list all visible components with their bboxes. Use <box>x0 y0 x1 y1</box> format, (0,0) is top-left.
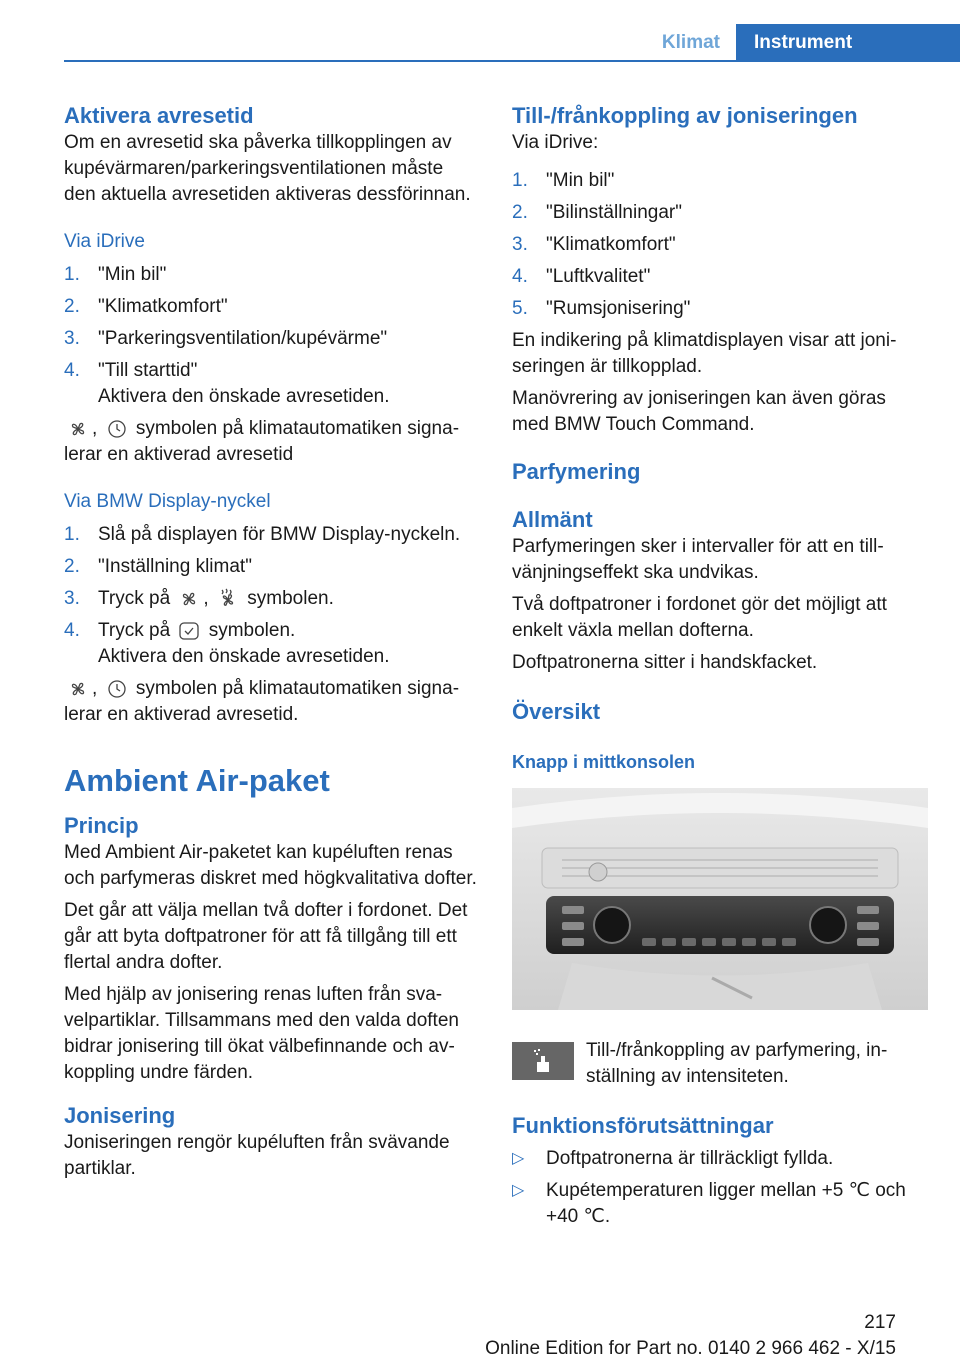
clock-icon <box>106 678 128 700</box>
edition-line: Online Edition for Part no. 0140 2 966 462 - X/15 <box>485 1338 896 1359</box>
heading-jonisering: Jonisering <box>64 1103 176 1128</box>
list-item: 4. Tryck på symbolen. Aktivera den önskade avresetiden. <box>64 620 390 667</box>
figure-caption <box>512 1038 928 1090</box>
list-item: 1. "Min bil" <box>64 264 167 285</box>
left-column <box>64 102 480 1182</box>
page-number: 217 <box>864 1312 896 1333</box>
header-rule <box>64 60 960 62</box>
clock-icon <box>106 418 128 440</box>
princip-paragraph-3: Med hjälp av jonisering renas luften från svavelpartiklar. Tillsammans med den valda doften bidrar jonisering till ökat välbefinnande och avkoppling undre färden. <box>64 984 459 1083</box>
princip-paragraph-2: Det går att välja mellan två dofter i fordonet. Det går att byta doftpatroner för att få tillgång till ett flertal andra dofter. <box>64 900 468 973</box>
center-console-photo <box>512 788 928 1010</box>
list-item: 4. "Till starttid" Aktivera den önskade avresetiden. <box>64 360 390 407</box>
heading-oversikt: Översikt <box>512 699 601 724</box>
list-item: 2. "Bilinställningar" <box>512 202 682 223</box>
heading-via-bmw-key: Via BMW Display-nyckel <box>64 491 271 512</box>
list-item: 3. Tryck på , symbolen. <box>64 588 334 609</box>
heading-knapp-mittkonsolen: Knapp i mittkonsolen <box>512 752 696 772</box>
heading-parfymering: Parfymering <box>512 459 641 484</box>
list-item: 2. "Klimatkomfort" <box>64 296 228 317</box>
symbol-note-2: , symbolen på klimatautomatiken signalerar en aktiverad avresetid. <box>64 678 460 725</box>
list-item: 1. Slå på displayen för BMW Display-nyckeln. <box>64 524 461 545</box>
list-item: ▷ Doftpatronerna är tillräckligt fyllda. <box>512 1148 834 1169</box>
jonisering-paragraph: Joniseringen rengör kupéluften från svävande partiklar. <box>64 1132 450 1179</box>
allmant-paragraph-1: Parfymeringen sker i intervaller för att en tillvänjningseffekt ska undvikas. <box>512 536 884 583</box>
heat-fan-icon <box>217 588 239 610</box>
page-footer <box>0 1310 960 1362</box>
allmant-paragraph-3: Doftpatronerna sitter i handskfacket. <box>512 652 818 673</box>
list-item: 3. "Parkeringsventilation/kupévärme" <box>64 328 388 349</box>
princip-paragraph-1: Med Ambient Air-paketet kan kupéluften renas och parfymeras diskret med högkvalitativa dofter. <box>64 842 477 889</box>
list-item: 5. "Rumsjonisering" <box>512 298 691 319</box>
chapter-title-ambient-air: Ambient Air-paket <box>64 763 330 798</box>
via-key-note: Aktivera den önskade avresetiden. <box>98 646 390 667</box>
jonisering-steps <box>512 168 928 322</box>
via-idrive-note: Aktivera den önskade avresetiden. <box>98 386 390 407</box>
heading-allmant: Allmänt <box>512 507 593 532</box>
list-item: 3. "Klimatkomfort" <box>512 234 676 255</box>
jonisering-touch-command: Manövrering av joniseringen kan även göras med BMW Touch Command. <box>512 388 886 435</box>
heading-princip: Princip <box>64 813 139 838</box>
via-idrive-steps <box>64 262 480 410</box>
right-column <box>512 102 928 1236</box>
aktivera-intro: Om en avresetid ska påverka tillkopplingen av kupévärmaren/parkeringsventilationen måste den aktuella avresetiden aktiveras dessförinnan. <box>64 132 471 205</box>
page-header <box>0 0 960 62</box>
key-button-icon <box>178 620 200 642</box>
heading-aktivera-avresetid: Aktivera avresetid <box>64 103 254 128</box>
fan-icon <box>67 418 89 440</box>
section-tab-klimat[interactable]: Klimat <box>661 32 720 53</box>
list-item: 2. "Inställning klimat" <box>64 556 252 577</box>
symbol-note-1: , symbolen på klimatautomatiken signalerar en aktiverad avresetid <box>64 418 460 465</box>
caption-text: Till-/frånkoppling av parfymering, inställning av intensiteten. <box>586 1040 888 1087</box>
allmant-paragraph-2: Två doftpatroner i fordonet gör det möjligt att enkelt växla mellan dofterna. <box>512 594 887 641</box>
heading-funktionsforutsattningar: Funktionsförutsättningar <box>512 1113 774 1138</box>
fan-icon <box>67 678 89 700</box>
jonisering-indication: En indikering på klimatdisplayen visar att joniseringen är tillkopplad. <box>512 330 897 377</box>
conditions-list <box>512 1146 928 1230</box>
perfume-button-icon <box>512 1042 574 1080</box>
heading-till-fran-jonisering: Till-/frånkoppling av joniseringen <box>512 103 858 128</box>
section-tab-instrument[interactable]: Instrument <box>736 24 960 60</box>
list-item: ▷ Kupétemperaturen ligger mellan +5 ℃ och +40 ℃. <box>512 1180 906 1227</box>
via-idrive-label: Via iDrive: <box>512 132 599 153</box>
list-item: 4. "Luftkvalitet" <box>512 266 651 287</box>
fan-icon <box>178 588 200 610</box>
heading-via-idrive: Via iDrive <box>64 231 145 252</box>
via-key-steps <box>64 522 480 670</box>
list-item: 1. "Min bil" <box>512 170 615 191</box>
